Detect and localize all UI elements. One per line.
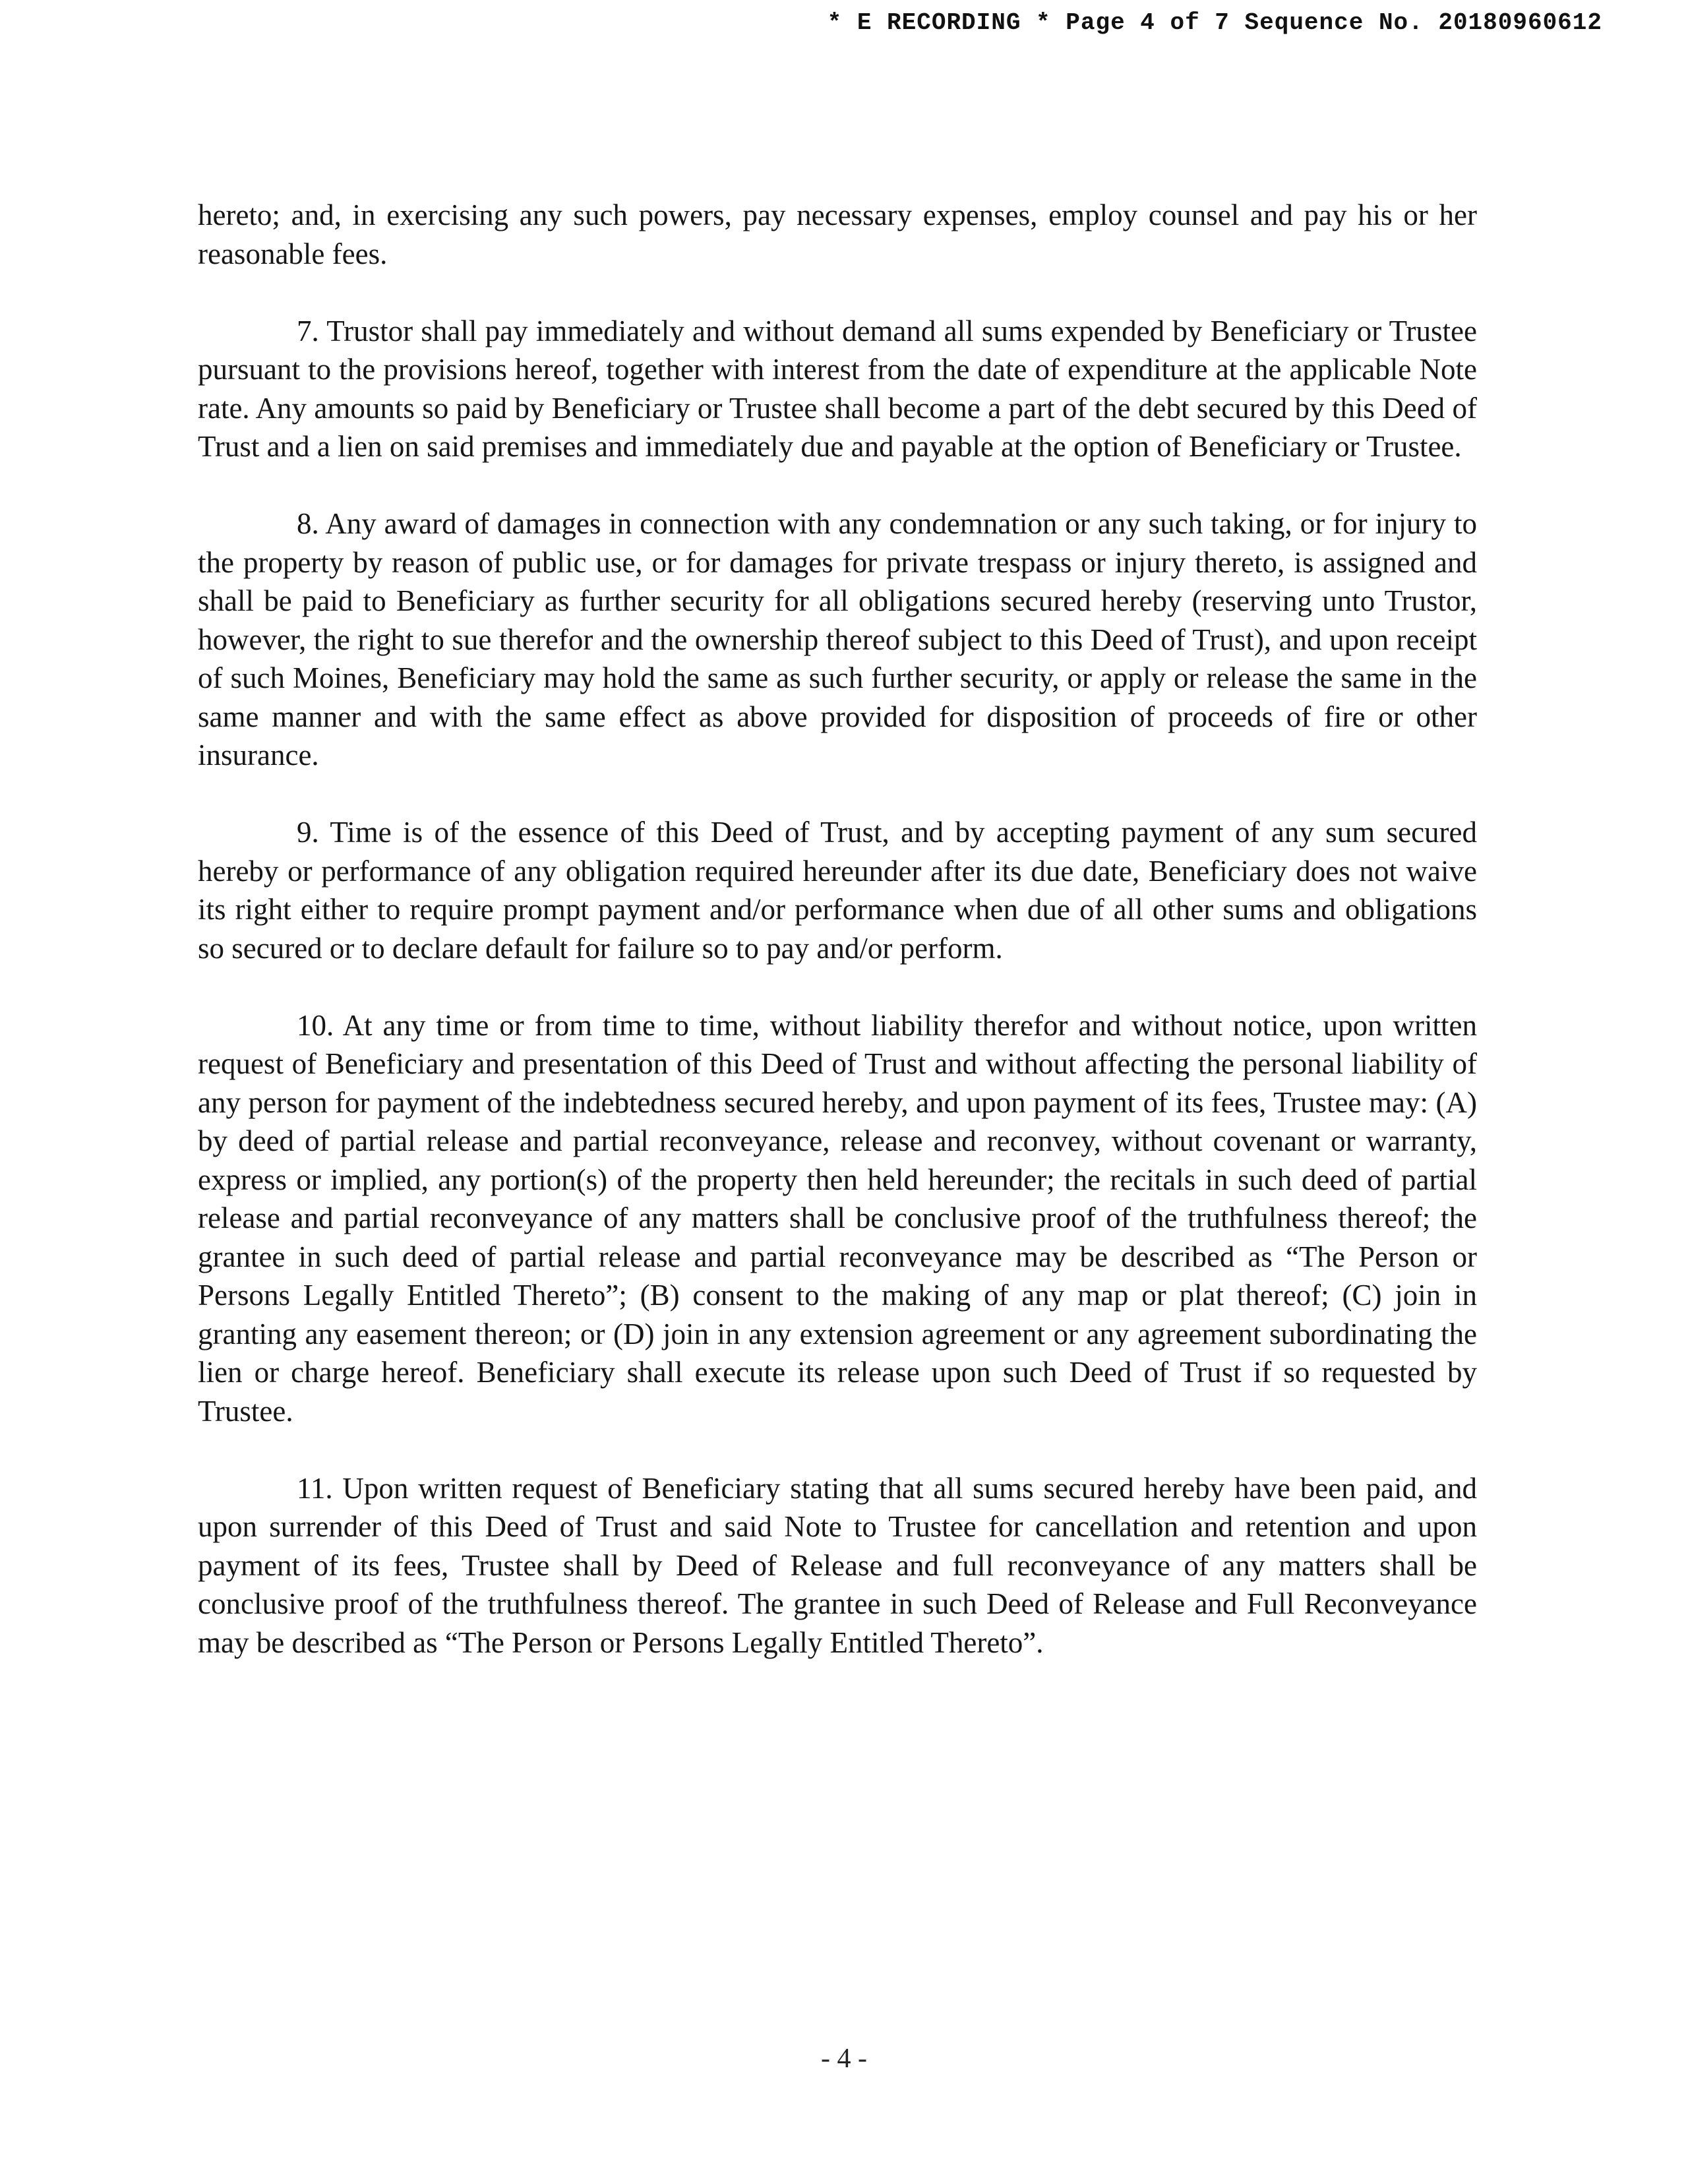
paragraph-10: 10. At any time or from time to time, without liability therefor and without notice, upon written request of Beneficiary and presentation of this Deed of Trust and without affecting the personal liability of any person for payment of the indebtedness secured hereby, and upon payment of its fees, Trustee may: (A) by deed of partial release and partial reconveyance, release and reconvey, without covenant or warranty, express or implied, any portion(s) of the property then held hereunder; the recitals in such deed of partial release and partial reconveyance of any matters shall be conclusive proof of the truthfulness thereof; the grantee in such deed of partial release and partial reconveyance may be described as “The Person or Persons Legally Entitled Thereto”; (B) consent to the making of any map or plat thereof; (C) join in granting any easement thereon; or (D) join in any extension agreement or any agreement subordinating the lien or charge hereof. Beneficiary shall execute its release upon such Deed of Trust if so requested by Trustee. xyxy=(198,1008,1477,1428)
paragraph-8: 8. Any award of damages in connection with any condemnation or any such taking, or for injury to the property by reason of public use, or for damages for private trespass or injury thereto, is assigned and shall be paid to Beneficiary as further security for all obligations secured hereby (reserving unto Trustor, however, the right to sue therefor and the ownership thereof subject to this Deed of Trust), and upon receipt of such Moines, Beneficiary may hold the same as such further security, or apply or release the same in the same manner and with the same effect as above provided for disposition of proceeds of fire or other insurance. xyxy=(198,507,1477,772)
document-body xyxy=(198,196,1477,1701)
paragraph-7: 7. Trustor shall pay immediately and without demand all sums expended by Beneficiary or Trustee pursuant to the provisions hereof, together with interest from the date of expenditure at the applicable Note rate. Any amounts so paid by Beneficiary or Trustee shall become a part of the debt secured by this Deed of Trust and a lien on said premises and immediately due and payable at the option of Beneficiary or Trustee. xyxy=(198,314,1477,463)
paragraph-continuation: hereto; and, in exercising any such powers, pay necessary expenses, employ counsel and pay his or her reasonable fees. xyxy=(198,198,1477,270)
paragraph-11: 11. Upon written request of Beneficiary stating that all sums secured hereby have been paid, and upon surrender of this Deed of Trust and said Note to Trustee for cancellation and retention and upon payment of its fees, Trustee shall by Deed of Release and full reconveyance of any matters shall be conclusive proof of the truthfulness thereof. The grantee in such Deed of Release and Full Reconveyance may be described as “The Person or Persons Legally Entitled Thereto”. xyxy=(198,1471,1477,1659)
recording-header: * E RECORDING * Page 4 of 7 Sequence No. 20180960612 xyxy=(827,9,1602,36)
page-number: - 4 - xyxy=(821,2044,867,2074)
paragraph-9: 9. Time is of the essence of this Deed of Trust, and by accepting payment of any sum secured hereby or performance of any obligation required hereunder after its due date, Beneficiary does not waive its right either to require prompt payment and/or performance when due of all other sums and obligations so secured or to declare default for failure so to pay and/or perform. xyxy=(198,816,1477,965)
